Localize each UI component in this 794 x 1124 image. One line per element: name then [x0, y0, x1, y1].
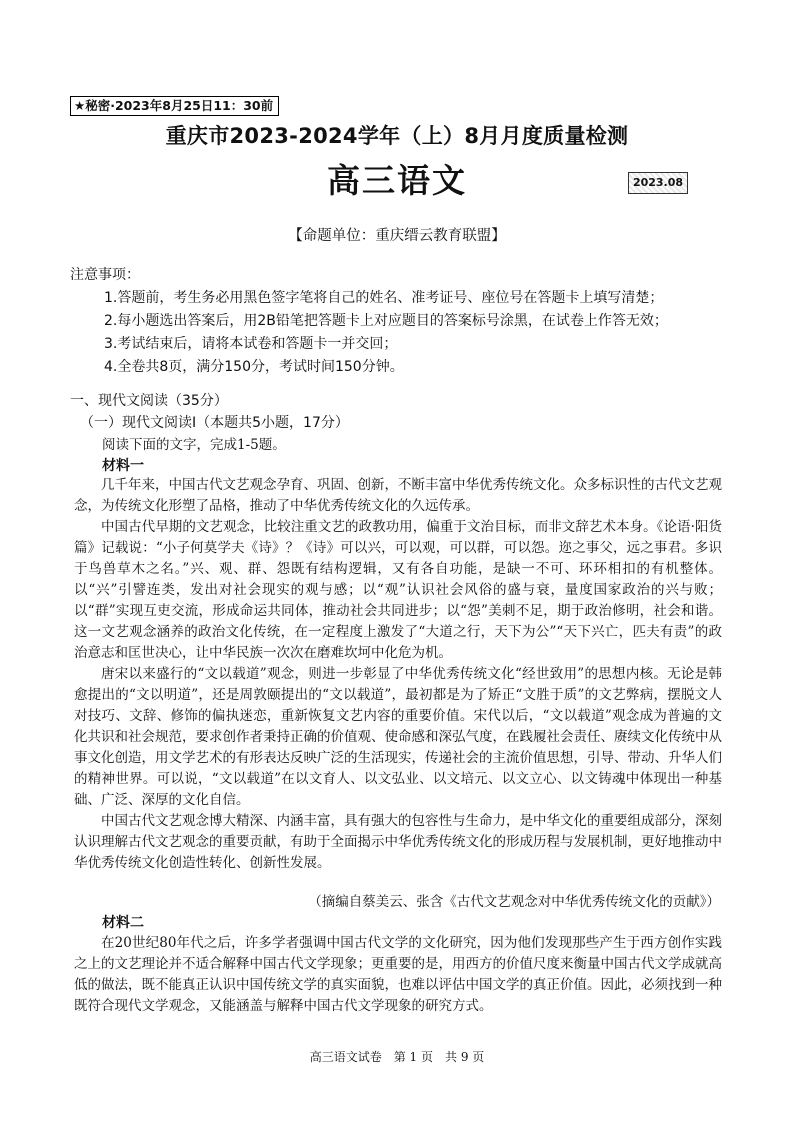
paragraph: 唐宋以来盛行的“文以载道”观念，则进一步彰显了中华优秀传统文化“经世致用”的思想内核。无论是韩愈提出的“文以明道”，还是周敦颐提出的“文以载道”，最初都是为了矫正“文胜于质”的文艺弊病，摆脱文人对技巧、文辞、修饰的偏执迷恋，重新恢复文艺内容的重要价值。宋代以后，“文以载道”观念成为普遍的文化共识和社会规范，要求创作者秉持正确的价值观、使命感和深弘气度，在践履社会责任、赓续文化传统中从事文化创造，用文学艺术的有形表达反映广泛的生活现实，传递社会的主流价值思想，引导、带动、升华人们的精神世界。可以说，“文以载道”在以文育人、以文弘业、以文培元、以文立心、以文铸魂中体现出一种基础、广泛、深厚的文化自信。 — [74, 666, 722, 808]
material-two-body — [74, 933, 722, 1017]
notes-title: 注意事项： — [70, 267, 140, 283]
paragraph: 在20世纪80年代之后，许多学者强调中国古代文学的文化研究，因为他们发现那些产生于西方创作实践之上的文艺理论并不适合解释中国古代文学现象；更重要的是，用西方的价值尺度来衡量中国古代文学成就高低的做法，既不能真正认识中国传统文学的真实面貌，也难以评估中国文学的真正价值。因此，必须找到一种既符合现代文学观念，又能涵盖与解释中国古代文学现象的研究方式。 — [74, 935, 722, 1014]
note-item: 2.每小题选出答案后，用2B铅笔把答题卡上对应题目的答案标号涂黑，在试卷上作答无效； — [104, 313, 668, 329]
note-item: 4.全卷共8页，满分150分，考试时间150分钟。 — [104, 359, 404, 375]
paragraph: 几千年来，中国古代文艺观念孕育、巩固、创新，不断丰富中华优秀传统文化。众多标识性的古代文艺观念，为传统文化形塑了品格，推动了中华优秀传统文化的久远传承。 — [74, 477, 722, 514]
reading-instruction: 阅读下面的文字，完成1-5题。 — [102, 437, 286, 453]
material-one-title: 材料一 — [102, 458, 144, 474]
paragraph: 中国古代早期的文艺观念，比较注重文艺的政教功用，偏重于文治目标，而非文辞艺术本身。《论语·阳货篇》记载说：“小子何莫学夫《诗》？《诗》可以兴，可以观，可以群，可以怨。迩之事父，远之事君。多识于鸟兽草木之名。”兴、观、群、怨既有结构逻辑，又有各自功能，是缺一不可、环环相扣的有机整体。以“兴”引譬连类，发出对社会现实的观与感；以“观”认识社会风俗的盛与衰，量度国家政治的兴与败；以“群”实现互吏交流，形成命运共同体，推动社会共同进步；以“怨”美刺不足，期于政治修明，社会和谐。这一文艺观念涵养的政治文化传统，在一定程度上激发了“大道之行，天下为公”“天下兴亡，匹夫有责”的政治意志和匡世决心，让中华民族一次次在磨难坎坷中化危为机。 — [74, 519, 722, 661]
note-item: 1.答题前，考生务必用黑色签字笔将自己的姓名、准考证号、座位号在答题卡上填写清楚； — [104, 290, 664, 306]
date-stamp: 2023.08 — [628, 172, 688, 194]
subsection-title: （一）现代文阅读Ⅰ（本题共5小题，17分） — [80, 415, 349, 431]
confidential-label: ★秘密·2023年8月25日11：30前 — [70, 96, 279, 116]
material-one-source: （摘编自蔡美云、张含《古代文艺观念对中华优秀传统文化的贡献》） — [308, 894, 720, 910]
page-footer: 高三语文试卷 第 1 页 共 9 页 — [309, 1050, 485, 1064]
paragraph: 中国古代文艺观念博大精深、内涵丰富，具有强大的包容性与生命力，是中华文化的重要组成部分，深刻认识理解古代文艺观念的重要贡献，有助于全面揭示中华优秀传统文化的形成历程与发展机制，更好地推动中华优秀传统文化创造性转化、创新性发展。 — [74, 813, 722, 871]
material-one-body — [74, 475, 722, 874]
exam-title: 重庆市2023-2024学年（上）8月月度质量检测 — [165, 124, 629, 148]
subject-title: 高三语文 — [327, 161, 467, 200]
section-title: 一、现代文阅读（35分） — [70, 393, 228, 409]
material-two-title: 材料二 — [102, 915, 144, 931]
exam-unit: 【命题单位：重庆缙云教育联盟】 — [288, 228, 506, 244]
note-item: 3.考试结束后，请将本试卷和答题卡一并交回； — [104, 336, 398, 352]
